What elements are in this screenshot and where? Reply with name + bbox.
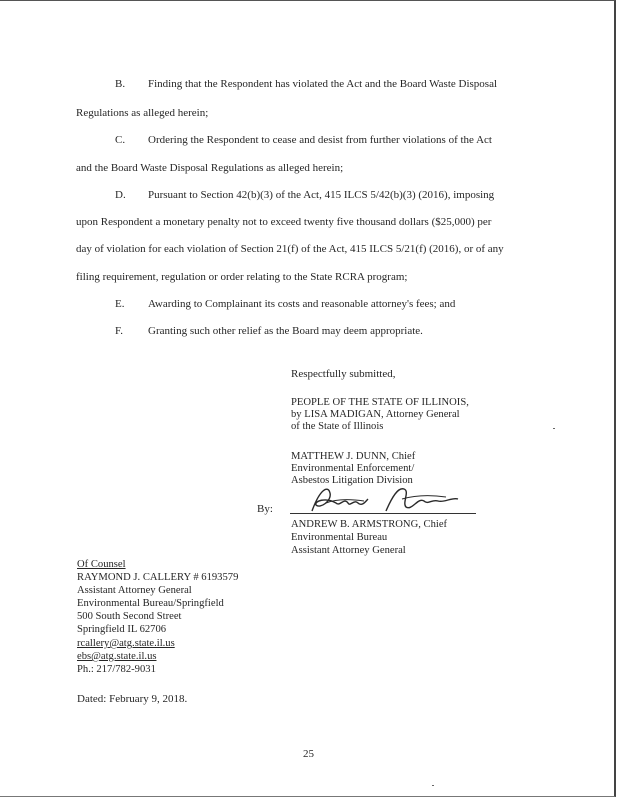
relief-e-line: Awarding to Complainant its costs and reasonable attorney's fees; and (148, 298, 456, 310)
chief-line: Environmental Enforcement/ (291, 463, 415, 474)
handwritten-signature (306, 483, 466, 517)
closing-text: Respectfully submitted, (291, 368, 396, 380)
relief-b-line: Regulations as alleged herein; (76, 107, 209, 119)
signer-line: ANDREW B. ARMSTRONG, Chief (291, 519, 448, 530)
counsel-line: 500 South Second Street (77, 611, 182, 622)
counsel-email-link[interactable]: rcallery@atg.state.il.us (77, 638, 175, 649)
scan-speck (432, 785, 434, 786)
chief-line: MATTHEW J. DUNN, Chief (291, 451, 416, 462)
relief-f-line: Granting such other relief as the Board may deem appropriate. (148, 325, 423, 337)
dated-line: Dated: February 9, 2018. (77, 693, 188, 705)
counsel-email-link[interactable]: ebs@atg.state.il.us (77, 651, 157, 662)
relief-e-letter: E. (115, 298, 125, 310)
relief-d-line: upon Respondent a monetary penalty not to exceed twenty five thousand dollars ($25,000) per (76, 216, 492, 228)
relief-b-letter: B. (115, 78, 126, 90)
scan-speck (553, 428, 555, 429)
relief-d-line: filing requirement, regulation or order relating to the State RCRA program; (76, 271, 408, 283)
people-line: of the State of Illinois (291, 421, 384, 432)
people-line: by LISA MADIGAN, Attorney General (291, 409, 460, 420)
signer-line: Environmental Bureau (291, 532, 388, 543)
relief-c-line: and the Board Waste Disposal Regulations as alleged herein; (76, 162, 344, 174)
relief-c-letter: C. (115, 134, 126, 146)
chief-line: Asbestos Litigation Division (291, 475, 413, 486)
counsel-line: RAYMOND J. CALLERY # 6193579 (77, 572, 239, 583)
signer-line: Assistant Attorney General (291, 545, 406, 556)
signature-line (290, 513, 476, 514)
of-counsel-label: Of Counsel (77, 559, 126, 570)
by-label: By: (257, 503, 273, 515)
people-line: PEOPLE OF THE STATE OF ILLINOIS, (291, 397, 469, 408)
counsel-line: Environmental Bureau/Springfield (77, 598, 224, 609)
relief-d-letter: D. (115, 189, 126, 201)
relief-f-letter: F. (115, 325, 123, 337)
page-number: 25 (303, 748, 314, 760)
relief-c-line: Ordering the Respondent to cease and desist from further violations of the Act (148, 134, 492, 146)
relief-d-line: Pursuant to Section 42(b)(3) of the Act, 415 ILCS 5/42(b)(3) (2016), imposing (148, 189, 495, 201)
relief-d-line: day of violation for each violation of Section 21(f) of the Act, 415 ILCS 5/21(f) (2016), or of any (76, 243, 504, 255)
counsel-line: Springfield IL 62706 (77, 624, 167, 635)
counsel-line: Ph.: 217/782-9031 (77, 664, 156, 675)
counsel-line: Assistant Attorney General (77, 585, 192, 596)
relief-b-line: Finding that the Respondent has violated the Act and the Board Waste Disposal (148, 78, 498, 90)
